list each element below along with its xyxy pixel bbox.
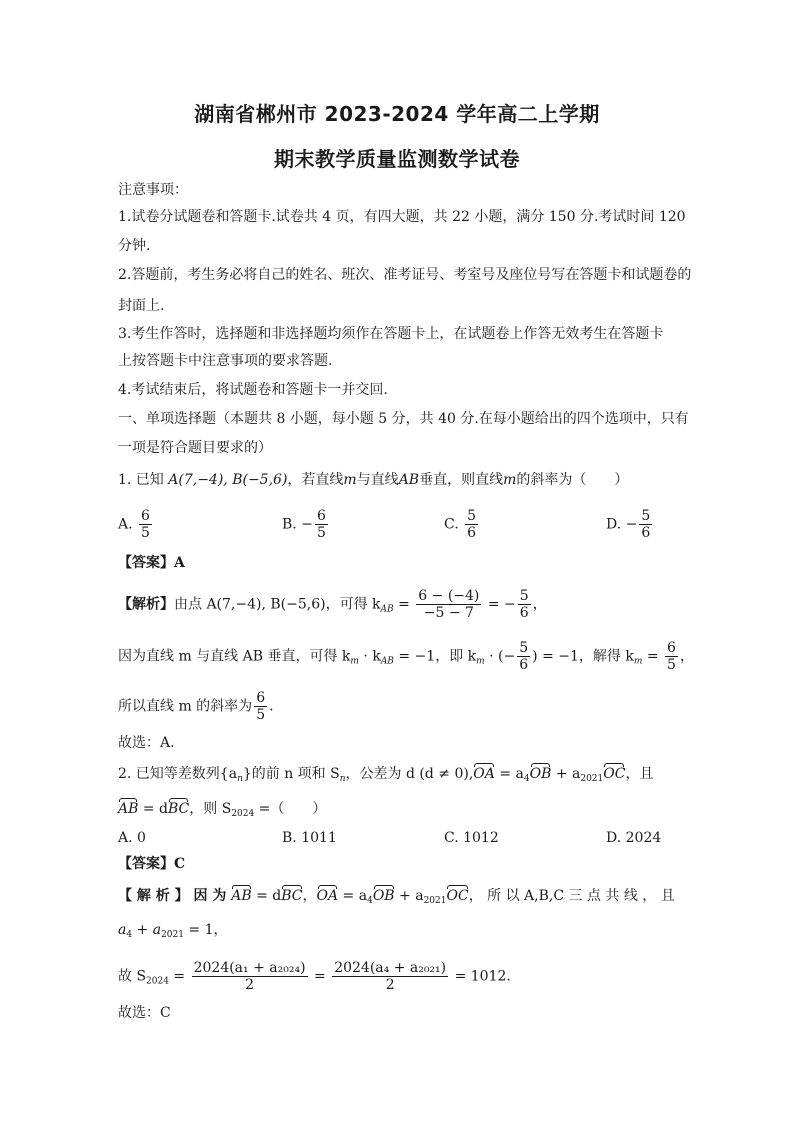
question-2: 2. 已知等差数列$\{a_n\}$的前 n 项和 $S_n$，公差为 d $(d \ne 0),OA = a_4OB + a_{2021}OC$，且 [118, 766, 654, 784]
q1-analysis-3: 所以直线 m 的斜率为 $\frac{6}{5}$ . [118, 690, 274, 724]
note-1-cont: 分钟. [118, 238, 151, 254]
q2-option-d: D. 2024 [606, 830, 662, 846]
q1-answer: 【答案】A [118, 555, 185, 571]
vector-ab: AB [118, 801, 139, 817]
note-1: 1.试卷分试题卷和答题卡.试卷共 4 页，有四大题，共 22 小题，满分 150 分.考试时间 120 [118, 209, 686, 225]
q2-choice: 故选：C [118, 1005, 171, 1021]
q2-analysis-1: 【 解 析 】 因 为 AB = dBC，OA = $a_4OB + a_{2021}OC$， 所 以 A,B,C 三 点 共 线 ， 且 [118, 888, 675, 906]
q2-option-c: C. 1012 [444, 830, 499, 846]
points-ab: A(7,−4), B(−5,6) [168, 472, 288, 488]
section-heading-cont: 一项是符合题目要求的） [118, 440, 272, 456]
vector-oa: OA [473, 766, 495, 782]
exam-title-line1: 湖南省郴州市 2023-2024 学年高二上学期 [194, 102, 600, 126]
section-heading: 一、单项选择题（本题共 8 小题，每小题 5 分，共 40 分.在每小题给出的四个选项中，只有 [118, 411, 689, 427]
note-3: 3.考生作答时，选择题和非选择题均须作在答题卡上，在试题卷上作答无效考生在答题卡 [118, 326, 664, 342]
question-2-cont: AB = dBC，则 $S_{2024}$ =（ ） [118, 801, 327, 819]
vector-bc: BC [168, 801, 190, 817]
question-1: 1. 已知 A(7,−4), B(−5,6)，若直线m与直线AB垂直，则直线m的斜率为（ ） [118, 472, 629, 488]
q1-analysis-1: 【解析】由点 A(7,−4), B(−5,6)，可得 $k_{AB}$ = $\frac{6 - (-4)}{-5 - 7}$ = − $\frac{5}{6}$ ， [118, 588, 547, 622]
notes-heading: 注意事项： [118, 182, 188, 198]
q1-analysis-2: 因为直线 m 与直线 AB 垂直，可得 $k_m \cdot k_{AB} = -1$，即 $k_m$ · (− $\frac{5}{6}$ ) = −1，解得 $k_m$ = $\frac{6}{5}$ ， [118, 640, 694, 674]
q1-option-c: C. $\frac{5}{6}$ [444, 508, 477, 542]
q2-answer: 【答案】C [118, 856, 186, 872]
q1-option-d: D. − $\frac{5}{6}$ [606, 508, 651, 542]
note-4: 4.考试结束后，将试题卷和答题卡一并交回. [118, 382, 388, 398]
q2-option-b: B. 1011 [282, 830, 337, 846]
q1-choice: 故选：A. [118, 735, 175, 751]
note-2-cont: 封面上. [118, 298, 165, 314]
q2-option-a: A. 0 [118, 830, 146, 846]
vector-oc: OC [603, 766, 626, 782]
q2-analysis-2: $a_4 + a_{2021} = 1$， [118, 922, 228, 940]
q2-analysis-3: 故 $S_{2024}$ = $\frac{\text{2024(a₁ + a₂₀₂₄)}}{2}$ = $\frac{\text{2024(a₄ + a₂₀₂₁)}}{2}$ = 1012. [118, 960, 511, 994]
note-2: 2.答题前，考生务必将自己的姓名、班次、准考证号、考室号及座位号写在答题卡和试题卷的 [118, 267, 692, 283]
vector-ob: OB [529, 766, 552, 782]
q1-option-a: A. $\frac{6}{5}$ [118, 508, 150, 542]
exam-title-line2: 期末教学质量监测数学试卷 [274, 147, 520, 171]
q1-option-b: B. − $\frac{6}{5}$ [282, 508, 326, 542]
note-3-cont: 上按答题卡中注意事项的要求答题. [118, 353, 333, 369]
